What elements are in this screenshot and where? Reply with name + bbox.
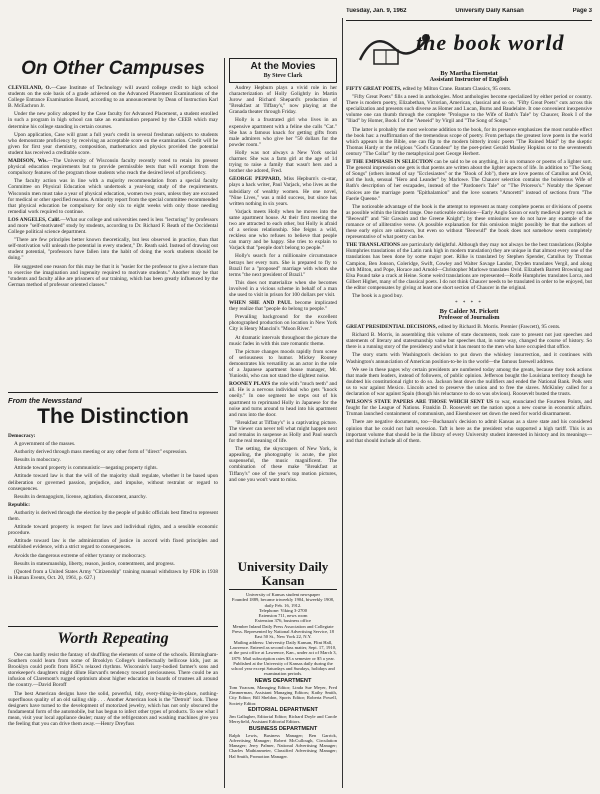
movies-paragraph (229, 335, 337, 347)
paragraph-text: Attitude toward law is that the will of the majority shall regulate, whether it be based upon deliberation or governed passion, prejudice, and impulse, without restraint or regard to consequences. (8, 473, 218, 492)
masthead-line: University of Kansas student newspaper (246, 592, 320, 597)
paragraph-text: The latter is probably the most welcome addition to the book, for its presence emphasizes the most notable effect the book has: a reaffirmation of the tremendous scope of poetry. From perhaps the greatest love poem in the world which appears in the Bible, one can flip to the modern bitterly ironic poem "The Ruined Maid" by the skeptic Thomas Hardy or the religious "God's Grandeur" by the poet-priest Gerald Manley Hopkins or to the seventeenth century "The Collar" by the metaphysical poet George Herbert. (346, 126, 592, 157)
paragraph-text: edited by Milton Crane. Bantam Classics, 95 cents. (401, 86, 512, 92)
header-paper: University Daily Kansan (455, 8, 524, 14)
campuses-section (8, 58, 218, 388)
bookworld-title: the book world (416, 30, 565, 55)
bookworld-byline2-title: Professor of Journalism (438, 315, 500, 322)
newsstand-paragraph (8, 561, 218, 567)
bookworld-paragraph (346, 399, 592, 417)
masthead-line: Founded 1889, became triweekly 1904, biweekly 1908, daily Feb. 16, 1912. (231, 597, 335, 608)
paragraph-text: Holly was not always a New York social charmer. She was a farm girl at the age of 14 trying to raise a family that wasn't hers and a brother she adored, Fred. (229, 149, 337, 175)
newsstand-paragraph (8, 553, 218, 559)
movies-section (229, 58, 337, 558)
paragraph-text: Results in demagogism, license, agitation, discontent, anarchy. (14, 493, 147, 500)
newsstand-paragraph (8, 465, 218, 471)
business-department-staff: Ralph Lewis, Business Manager; Ben Garrick, Advertising Manager; Robert McCullough, Circulation Manager; Jerry Palmer, National Advertising Manager; Charles Mathiasmeier, Classified Advertising Manager; Hal Smith, Promotion Manager. (229, 732, 337, 759)
paragraph-text: The picture changes moods rapidly from scene of seriousness to humor. Mickey Rooney demonstrates his versatility as an actor in the role of a Japanese apartment house manager, Mr. Yunioshi, who can not stand the slightest noise. (229, 348, 337, 380)
paragraph-text: "Breakfast at Tiffany's" is a captivating picture. The viewer can never tell what might happen next and remains in suspense as Holly and Paul search for the real meaning of life. (229, 419, 337, 445)
campuses-paragraph (8, 237, 218, 261)
paragraph-text: the role with "much teeth" and all. He is a nervous individual who gets "knock oneily." In one segment he steps out of his apartment to reprimand Holly in Japanese for the noise and turns around to head into his apartment and runs into the door. (229, 381, 337, 418)
masthead-info (229, 592, 337, 677)
paragraph-lead: MADISON, Wis. (8, 158, 48, 165)
bookworld-paragraph (346, 332, 592, 350)
worth-headline: Worth Repeating (57, 630, 169, 647)
newsstand-paragraph (8, 538, 218, 550)
masthead-line: Member Inland Daily Press Association and Collegiate Press. Represented by National Advertising Service, 18 East 50 St., New York 22, N.Y. (232, 623, 334, 640)
paragraph-text: Audrey Hepburn plays a vivid role in her characterization of Holly Golightly in Martin Jurow and Richard Shepard's production of "Breakfast at Tiffany's," now playing at the Granada theater through Friday. (229, 85, 337, 116)
bookworld-paragraph (346, 127, 592, 157)
paragraph-text: Authority is derived through the election by the people of public officials best fitted to represent them. (8, 509, 218, 523)
newsstand-paragraph (8, 449, 218, 455)
paragraph-text: Under the new policy adopted by the Case faculty for Advanced Placement, a student enrolled in such a program in high school can take an examination prepared by the CEEB which may determine his college standing in certain courses. (8, 111, 218, 130)
campuses-paragraph (8, 111, 218, 129)
movies-paragraph (229, 349, 337, 379)
paragraph-text: This does not materialize when she becomes involved in a vicious scheme in behalf of a man she used to visit in prison for 100 dollars per visit. (229, 279, 337, 298)
bookworld-paragraph (346, 86, 592, 92)
paragraph-text: The noticeable advantage of the book is the attempt to represent as many complete poems or divisions of poems as possible within the limited range. One noticeable omission—Early Anglo Saxon or early medieval poetry such as "Beowulf" and "Sir Gawain and the Greene Knight"; by these omissions we do not have any example of the romance or of alliterative verse. (A possible explanation for this omission might possibly be that the authors of these early epics are unknown, but even so without "Beowulf" the book does not somehow seem completely representative of what poetry can be. (346, 203, 592, 241)
bookworld-paragraph (346, 293, 592, 299)
newsstand-paragraph (8, 510, 218, 522)
masthead-line: Extension 711, news room (258, 613, 308, 619)
editorial-department-staff: Jim Gallagher, Editorial Editor; Richard Doyle and Carole Merryfield, Assistant Editorial Editors. (229, 713, 337, 725)
paragraph-lead: FIFTY GREAT POETS, (346, 86, 402, 92)
movies-paragraph (229, 446, 337, 483)
worth-paragraph (8, 691, 218, 728)
paragraph-text: Richard B. Morris, in assembling this volume of state documents, took care to present not just speeches and statements of literary and statesmanship value but speeches that, in some way, changed the course of history. So there is a running story of the presidency and what it has meant to the men who have occupied that office. (346, 332, 592, 351)
newsstand-paragraph (8, 494, 218, 500)
column-rule (224, 58, 225, 788)
paragraph-text: —Case Institute of Technology will award college credit to high school students on the sole basis of a grade achieved on the Advanced Placement Examinations of the College Entrance Examination Board, according to an announcement by Dean of Instruction Karl B. McEachron Jr. (8, 85, 218, 110)
paragraph-text: At dramatic intervals throughout the picture the music fades in with this rare romantic theme. (229, 334, 337, 347)
newsstand-paragraph (8, 441, 218, 447)
campuses-body (8, 85, 218, 288)
column-rule (342, 18, 343, 788)
paragraph-lead: ROONEY PLAYS (229, 381, 271, 388)
bookworld-section (346, 20, 592, 790)
divider (8, 626, 218, 627)
paragraph-text: The best American designs have the solid, powerful, tidy, every-thing-in-its-place, nothing-superfluous quality of an old sailing ship . . . Another American look is the "Detroit" look. These designers have turned to the development of motorized jewelry, which has not only obscured the fundamental form of the automobile, but has begun to infect other types of products. To see what I mean, visit your local appliance dealer; many of the refrigerators and washing machines give you the feeling that you can drive them away.—Henry Dreyfuss (8, 690, 218, 728)
movies-paragraph (229, 420, 337, 444)
bookworld-paragraph (346, 352, 592, 364)
paragraph-text: One can hardly resist the fantasy of shuffling the elements of some of the schools. Birmingham-Southern could learn from some of Brooklyn College's intellectually bellicose kids, just as Brooklyn could profit from BSC's relaxed rhythms. Wisconsin's lusty-bodied farmer's sons and storekeeper's daughters might dilute Harvard's tendency toward preciousness. There could be an infusion of Claremont's rugged optimism about higher education in boards of trustees all around the country.—David Boroff (8, 652, 218, 689)
movies-paragraph (229, 85, 337, 115)
paragraph-text: He suggested one reason for this may be that it is "easier for the professor to give a lecture than to exercise the imagination and ingenuity required to motivate students." Another may be that "students and faculty alike are prisoners of our training, which has been greatly influenced by the German method of professor oriented classes." (8, 263, 218, 288)
editorial-department-heading: EDITORIAL DEPARTMENT (248, 706, 318, 713)
movies-byline: By Steve Clark (263, 73, 303, 79)
header-date: Tuesday, Jan. 9, 1962 (346, 8, 407, 14)
newsstand-paragraph (8, 473, 218, 491)
newsstand-kicker: From the Newsstand (8, 396, 82, 405)
paragraph-text: edited by Richard B. Morris. Premier (Fawcett), 95 cents. (436, 324, 561, 331)
paragraph-lead: Republic: (8, 501, 31, 508)
paragraph-text: Results in mobocracy. (14, 457, 61, 464)
paragraph-text: Holly's search for a millionaire circumstance betrays her every turn. She is prepared to fly to Brazil for a "proposed" marriage with whom she terms "the next president of Brazil." (229, 253, 337, 278)
newsstand-section (8, 396, 218, 624)
paragraph-text: The book is a good buy. (352, 293, 403, 299)
news-department-heading: NEWS DEPARTMENT (254, 677, 312, 684)
paragraph-text: We see in these pages why certain presidents are numbered today among the greats, because they took actions that made them leaders, instead of followers, of public opinion. Jefferson bought the Louisiana territory though he doubted his constitutional right to do so. Jackson beat down the nullifiers and ended the National Bank. Polk sent us to war against Mexico. Lincoln acted to preserve the union and to free the slaves. McKinley called for a declaration of war against Spain (though his reluctance to do so was obvious). Roosevelt busted the trusts. (346, 366, 592, 398)
paragraph-text: "Fifty Great Poets" fills a need in anthologies. Most anthologies become specialized by either period or country. There is modern poetry, Elizabethan, Victorian, American, classical and so on. "Fifty Great Poets" cuts across this specialization and presents such diverse as Homer and Lucan, Burns and Baudelaire. It one convenient inexpensive volume one can thumb through the complete "Prologue to the Wife of Bath's Tale" by Chaucer, Book I of the "Iliad" by Homer, Book I of the "Aeneid" by Virgil and "The Song of Songs." (346, 94, 592, 125)
bookworld-paragraph (346, 242, 592, 291)
paragraph-text: become implicated they realize that "people do belong to people." (229, 300, 337, 313)
paragraph-text: Miss Hepburn's co-star, plays a hack writer, Paul Varjack, who lives as the subsidiary of wealthy women. He one novel, "Nine Lives," was a mild success, but since has written nothing in six years. (229, 176, 337, 207)
movies-paragraph (229, 150, 337, 174)
paragraph-text: Avoids the dangerous extreme of either tyranny or mobocracy. (14, 552, 147, 559)
paragraph-lead: GREAT PRESIDENTIAL DECISIONS, (346, 324, 437, 331)
header-page: Page 3 (572, 8, 592, 14)
bookworld-paragraph (346, 204, 592, 241)
movies-paragraph (229, 381, 337, 418)
paragraph-text: —What our college and universities need is less "lecturing" by professors and more "self-motivated" study by students, according to Dr. Richard F. Reath of the Occidental College political science department. (8, 216, 218, 236)
bookworld-heading (346, 20, 592, 70)
masthead-name: University Daily Kansan (229, 560, 337, 590)
bookworld-byline-title: Assistant Instructor of English (429, 77, 509, 83)
masthead-line: Mailing address: University Daily Kansan, Flint Hall, Lawrence. Entered as second class matter, Sept. 17, 1910, at the post office at Lawrence, Kan., under act of March 3, 1879. Mail subscription rates $3 a semester or $5 a year. Published at the University of Kansas daily during the school year except Saturdays and Sundays, holidays and examination periods. (229, 639, 337, 677)
movies-paragraph (229, 253, 337, 277)
paragraph-text: Holly is a frustrated girl who lives in an expensive apartment with a feline she calls "Cat." She has a famous knack for getting gifts from male admirers who give her "50 dollars for the powder room." (229, 117, 337, 148)
bookworld-paragraph (346, 94, 592, 124)
bookworld-paragraph (346, 159, 592, 202)
movies-paragraph (229, 314, 337, 332)
movies-heading-box (229, 58, 337, 83)
paragraph-lead: GEORGE PEPPARD, (229, 176, 281, 183)
bookworld-paragraph (346, 419, 592, 443)
paragraph-text: to war, enunciated the Fourteen Points, and fought for the League of Nations. Franklin D. Roosevelt set the nation upon a new course in economic affairs. Truman launched containment of communism, and Eisenhower set down the need for world disarmament. (346, 399, 592, 418)
paragraph-text: A government of the masses. (14, 441, 76, 448)
paragraph-text: Results in statesmanship, liberty, reason, justice, contentment, and progress. (14, 560, 175, 567)
section-separator: * * * * (455, 301, 483, 307)
bookworld-paragraph (346, 367, 592, 397)
bookworld-body-2 (346, 324, 592, 444)
paragraph-text: Authority derived through mass meeting or any other form of "direct" expression. (14, 449, 188, 456)
newsstand-paragraph (8, 457, 218, 463)
paragraph-lead: LOS ANGELES, Calif. (8, 216, 61, 223)
paragraph-text: Attitude toward law is the administration of justice in accord with fixed principles and established evidence, with a strict regard to consequences. (8, 538, 218, 551)
paragraph-text: The setting, the skyscrapers of New York, is appealing, the photography is acute, the plot suspenseful, the music magnificent. The combination of these make "Breakfast at Tiffany's" one of the year's top motion pictures, and one you won't want to miss. (229, 446, 337, 483)
movies-paragraph (229, 209, 337, 252)
paragraph-text: There are negative documents, too—Buchanan's decision to admit Kansas as a slave state and his considered opinion that he could not halt secession. Taft is here as the president who supported a high tariff. This is an important volume that should be in the library of every University student interested in history and its meanings—and that should include all of them. (346, 419, 592, 444)
campuses-paragraph (8, 178, 218, 215)
campuses-paragraph (8, 85, 218, 109)
paragraph-text: (Quoted from a United States Army "Citizenship" training manual withdrawn by FDR in 1938 in Human Events, Oct. 20, 1961, p. 627.) (8, 568, 218, 581)
paragraph-lead: Democracy: (8, 433, 36, 439)
paragraph-text: The story starts with Washington's decision to put down the whiskey insurrection, and it continues with Washington's annunciation of American position-to-be in the world—the famous farewell address. (346, 352, 592, 365)
newsstand-headline: The Distinction (37, 405, 189, 428)
worth-paragraph (8, 652, 218, 689)
masthead-line: Telephone: Viking 3-2700 (258, 607, 308, 613)
movies-paragraph (229, 117, 337, 147)
newsstand-paragraph (8, 433, 218, 439)
movies-paragraph (229, 280, 337, 298)
bookworld-paragraph (346, 324, 592, 330)
paragraph-lead: WHEN SHE AND PAUL (229, 300, 292, 307)
paragraph-text: Prevailing background for the excellent photographed production on location in New York City is Henry Mancini's "Moon River." (229, 314, 337, 333)
paragraph-text: —The University of Wisconsin faculty recently voted to retain its present physical education requirements but to provide permissible tests that will exempt from the compulsory features of the program those students who reach the desired level of proficiency. (8, 158, 218, 177)
campuses-paragraph (8, 158, 218, 176)
paragraph-lead: IF THE EMPHASIS IN SELECTION (346, 159, 433, 166)
bookworld-byline-name: By Martha Eisenstat (440, 70, 498, 77)
newsstand-paragraph (8, 524, 218, 536)
newsstand-body (8, 433, 218, 581)
paragraph-text: can be said to be on anything, it is on romance or poems of a lighter sort. The general impression one gets is that poems are written about the lighter aspects of life. In addition to "The Song of Songs" (others instead of say "Ecclesiastes" or the "Book of Job"), there are love poems of Catullus and Ovid, and the lush, sensual "Hero and Leander" by Marlowe. The Chaucer selection contains the boisterous Wife of Bath's description of her escapades, instead of the "Pardoner's Tale" or "The Prioress's." Notably the Spenser choices are the marriage poem "Epithalamion" and the love sonnets "Amoretti" instead of sections from "The Faerie Queene." (346, 159, 592, 202)
masthead-line: Extension 376, business office (254, 618, 312, 624)
newsstand-paragraph (8, 502, 218, 508)
movies-paragraph (229, 176, 337, 206)
campuses-paragraph (8, 264, 218, 288)
paragraph-text: "There are few principles better known theoretically, but less observed in practice, than that self-motivation will unleash the potential in every student," Dr. Reath said. Instead of drawing out student potential, "professors have fallen into the habit of doing the work students should be doing." (8, 237, 218, 262)
paragraph-text: Varjack meets Holly when he moves into the same apartment house. At their first meeting the two are attracted to each other, but Holly is afraid of a serious relationship. She feigns a wild, reckless one who refuses to believe that people can marry and be happy. She tries to explain to Varjack that "people don't belong to people." (229, 208, 337, 252)
paragraph-lead: THE TRANSLATIONS (346, 242, 400, 249)
paragraph-lead: WILSON'S STATE PAPERS ARE THOSE WHICH SENT US (346, 399, 494, 406)
paragraph-lead: CLEVELAND, O. (8, 85, 51, 91)
worth-body (8, 652, 218, 727)
campuses-paragraph (8, 217, 218, 235)
worth-section (8, 629, 218, 789)
paragraph-text: The faculty action was in line with a majority recommendation from a special faculty Committee on Physical Education which undertook a year-long study of the requirements. Wisconsin men must take a year of physical education, women two years, unless they are excused for medical or other specified reasons. A minority report from the special committee recommended that physical education be compulsory for only six to eight weeks with only those needing remedial work required to continue. (8, 178, 218, 215)
newsstand-paragraph (8, 569, 218, 581)
news-department-staff: Tom Yoacum, Managing Editor; Linda Sue Meyer, Fred Zimmerman, Assistant Managing Editors; Kathy Smith, City Editor; Bill Sheldon, Sports Editor; Roberta Powell, Society Editor. (229, 684, 337, 706)
movies-paragraph (229, 300, 337, 312)
divider (8, 392, 218, 393)
masthead-section (229, 560, 337, 790)
paragraph-text: Attitude toward property is communistic—negating property rights. (14, 465, 158, 472)
campuses-paragraph (8, 132, 218, 156)
bookworld-body (346, 86, 592, 299)
paragraph-text: are particularly delightful. Although they may not always be the best translations (Rolphe Humphries translations of the Latin rank high in modern translation) they are unique in that almost every one of the translations has been done by some major poet. Rilke is translated by Stephen Spender, Catullus by Thomas Campion, Ben Jonson, Coleridge, Swift, Cowley and Walter Savage Landor, Dryden translates Vergil, and along with Milton, and Pope, Horace and Arnold—Christopher Marlowe translates Ovid. Elizabeth Barrett Browning and Elsa Pound take a crack at Heine. Some weird translations are represented—Rolfe Humphries translates Lorca, and Gilbert Highet, many of the classical poets. I do not think Chaucer needs to be translated in order to be enjoyed, but the editor compensates by giving at least one short section of Chaucer in the original. (346, 242, 592, 291)
paragraph-text: Upon application, Case will grant a full year's credit in several freshman subjects to students who demonstrate proficiency by receiving an acceptable score on the examination. Credit will be given for first year chemistry, composition, mathematics and physics provided the potential student has received a creditable score. (8, 131, 218, 156)
bookworld-byline2-name: By Calder M. Pickett (439, 308, 499, 316)
business-department-heading: BUSINESS DEPARTMENT (248, 725, 318, 732)
movies-headline: At the Movies (250, 61, 316, 72)
paragraph-text: Attitude toward property is respect for laws and individual rights, and a sensible economic procedure. (8, 524, 218, 537)
campuses-headline: On Other Campuses (21, 58, 205, 79)
movies-body (229, 85, 337, 483)
